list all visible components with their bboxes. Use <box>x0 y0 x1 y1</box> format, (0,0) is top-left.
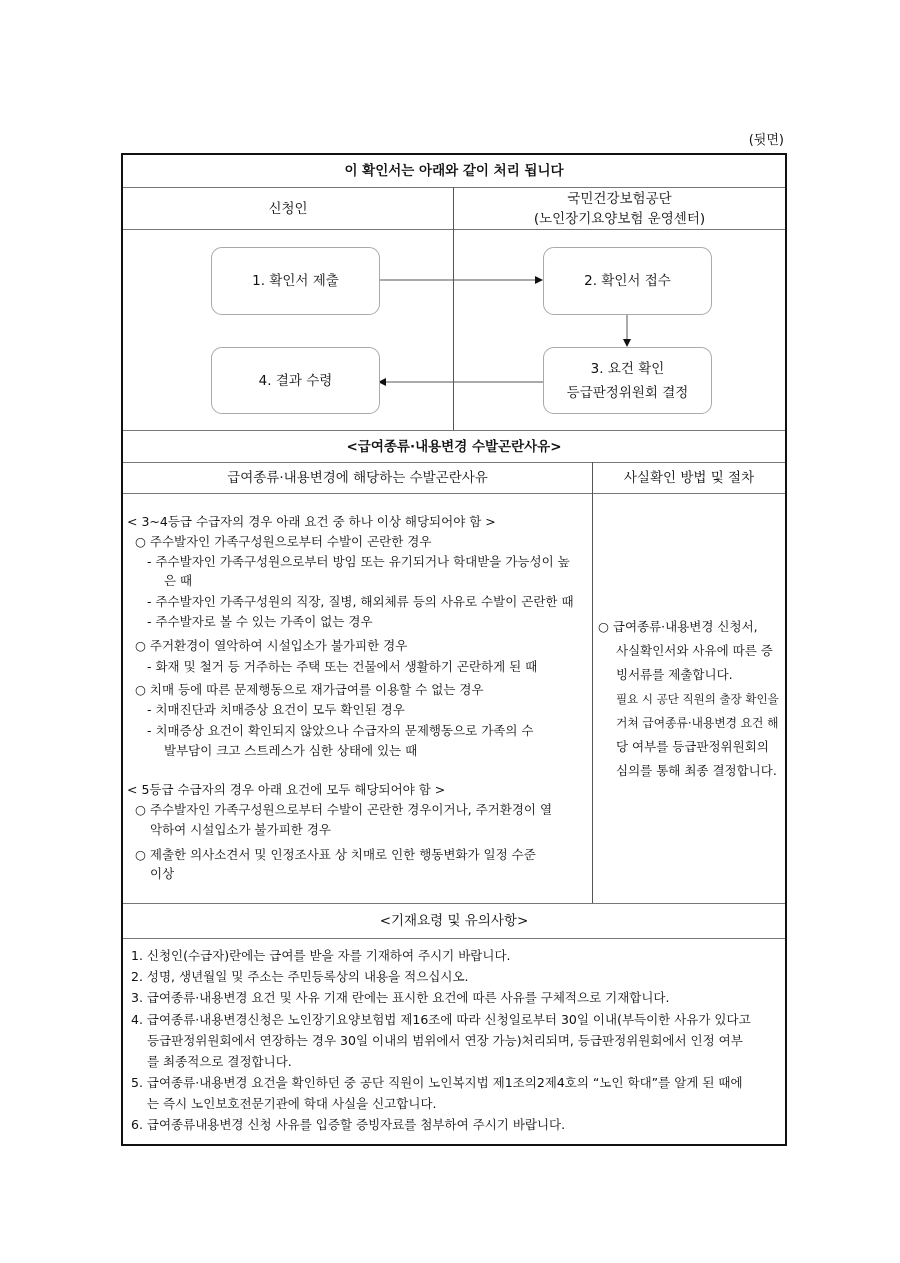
method-line: 심의를 통해 최종 결정합니다. <box>616 763 777 778</box>
step-verify-line2: 등급판정위원회 결정 <box>566 384 689 401</box>
applicant-header: 신청인 <box>268 200 308 217</box>
note-item: 4. 급여종류·내용변경신청은 노인장기요양보험법 제16조에 따라 신청일로부터 30일 이내(부득이한 사유가 있다고 <box>131 1012 751 1027</box>
step-submit-label: 1. 확인서 제출 <box>252 273 339 289</box>
page-side-label: (뒷면) <box>748 133 784 148</box>
notes-section-title: <기재요령 및 유의사항> <box>379 913 529 929</box>
reason-subitem: - 치매증상 요건이 확인되지 않았으나 수급자의 문제행동으로 가족의 수 <box>147 723 534 738</box>
method-line: 필요 시 공단 직원의 출장 확인을 <box>616 692 779 706</box>
process-title: 이 확인서는 아래와 같이 처리 됩니다 <box>344 163 564 179</box>
reason-subitem: - 주수발자인 가족구성원으로부터 방임 또는 유기되거나 학대받을 가능성이 높 <box>147 554 570 569</box>
method-line: 거쳐 급여종류·내용변경 요건 해 <box>616 716 779 730</box>
reason-subitem: - 주수발자로 볼 수 있는 가족이 없는 경우 <box>147 614 373 629</box>
step-submit <box>211 247 380 315</box>
reason-item: ○ 주수발자인 가족구성원으로부터 수발이 곤란한 경우이거나, 주거환경이 열 <box>135 802 553 817</box>
divider <box>123 493 785 494</box>
note-item-cont: 등급판정위원회에서 연장하는 경우 30일 이내의 범위에서 연장 가능)처리되며, 등급판정위원회에서 인정 여부 <box>147 1033 743 1048</box>
reason-item-cont: 이상 <box>150 866 175 881</box>
hardship-section-title: <급여종류·내용변경 수발곤란사유> <box>346 438 562 455</box>
reason-subitem-cont: 은 때 <box>164 573 193 588</box>
step-verify-line1: 3. 요건 확인 <box>590 360 665 377</box>
method-line: 당 여부를 등급판정위원회의 <box>616 739 769 754</box>
note-item: 3. 급여종류·내용변경 요건 및 사유 기재 란에는 표시한 요건에 따른 사유를 구체적으로 기재합니다. <box>131 990 670 1005</box>
reason-subitem: - 화재 및 철거 등 거주하는 주택 또는 건물에서 생활하기 곤란하게 된 때 <box>147 659 538 674</box>
note-item: 5. 급여종류·내용변경 요건을 확인하던 중 공단 직원이 노인복지법 제1조의2제4호의 “노인 학대”를 알게 된 때에 <box>131 1075 743 1090</box>
reason-column-header: 급여종류·내용변경에 해당하는 수발곤란사유 <box>227 470 488 486</box>
note-item-cont: 를 최종적으로 결정합니다. <box>147 1054 292 1069</box>
reason-subitem-cont: 발부담이 크고 스트레스가 심한 상태에 있는 때 <box>164 743 418 758</box>
step-receive <box>543 247 712 315</box>
step-receive-label: 2. 확인서 접수 <box>584 273 671 289</box>
note-item-cont: 는 즉시 노인보호전문기관에 학대 사실을 신고합니다. <box>147 1096 437 1111</box>
reason-subitem: - 치매진단과 치매증상 요건이 모두 확인된 경우 <box>147 702 405 717</box>
reason-item: ○ 제출한 의사소견서 및 인정조사표 상 치매로 인한 행동변화가 일정 수준 <box>135 847 536 862</box>
reason-item: ○ 주수발자인 가족구성원으로부터 수발이 곤란한 경우 <box>135 534 432 549</box>
grade34-heading: < 3~4등급 수급자의 경우 아래 요건 중 하나 이상 해당되어야 함 > <box>127 514 496 529</box>
method-line: 빙서류를 제출합니다. <box>616 667 733 682</box>
divider <box>123 938 785 939</box>
step-result <box>211 347 380 414</box>
step-verify <box>543 347 712 414</box>
agency-name: 국민건강보험공단 <box>567 190 672 207</box>
method-line: 사실확인서와 사유에 따른 증 <box>616 643 773 658</box>
agency-center: (노인장기요양보험 운영센터) <box>533 210 706 227</box>
reason-item: ○ 치매 등에 따른 문제행동으로 재가급여를 이용할 수 없는 경우 <box>135 682 484 697</box>
flowchart-arrows <box>0 0 900 440</box>
method-column-header: 사실확인 방법 및 절차 <box>623 470 755 486</box>
step-result-label: 4. 결과 수령 <box>258 372 333 389</box>
column-divider <box>592 462 593 903</box>
note-item: 6. 급여종류내용변경 신청 사유를 입증할 증빙자료를 첨부하여 주시기 바랍니다. <box>131 1117 566 1132</box>
grade5-heading: < 5등급 수급자의 경우 아래 요건에 모두 해당되어야 함 > <box>127 782 446 797</box>
reason-subitem: - 주수발자인 가족구성원의 직장, 질병, 해외체류 등의 사유로 수발이 곤란한 때 <box>147 594 574 609</box>
note-item: 2. 성명, 생년월일 및 주소는 주민등록상의 내용을 적으십시오. <box>131 969 469 984</box>
reason-item-cont: 악하여 시설입소가 불가피한 경우 <box>150 822 331 837</box>
method-line: ○ 급여종류·내용변경 신청서, <box>598 619 758 634</box>
reason-item: ○ 주거환경이 열악하여 시설입소가 불가피한 경우 <box>135 638 408 653</box>
note-item: 1. 신청인(수급자)란에는 급여를 받을 자를 기재하여 주시기 바랍니다. <box>131 948 511 963</box>
